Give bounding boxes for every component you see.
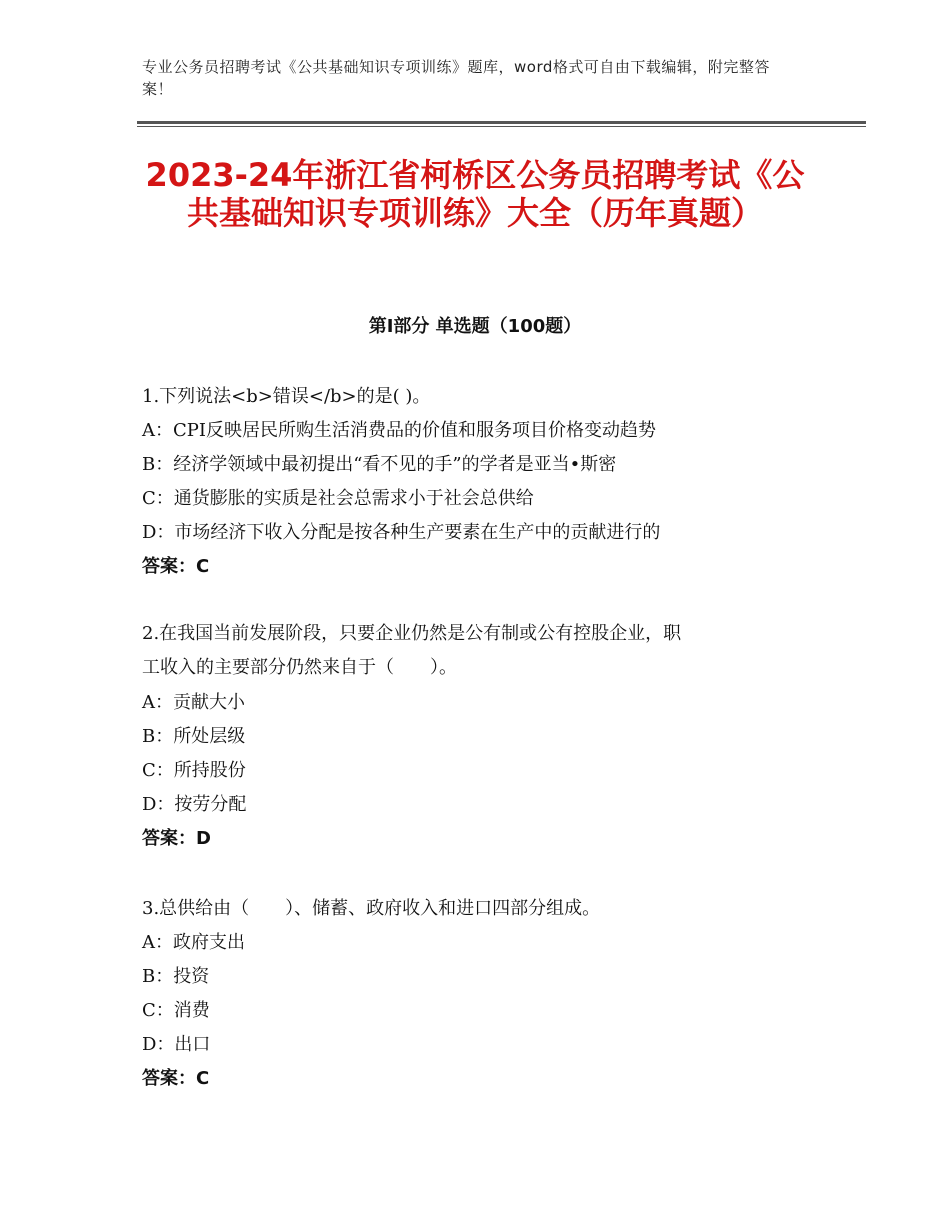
question-2-option-a: A：贡献大小 xyxy=(142,692,245,713)
question-3-option-a: A：政府支出 xyxy=(142,932,245,953)
question-3-option-b: B：投资 xyxy=(142,966,210,987)
question-3-stem: 3.总供给由（ ）、储蓄、政府收入和进口四部分组成。 xyxy=(142,898,601,919)
question-2-stem-line-2: 工收入的主要部分仍然来自于（ ）。 xyxy=(142,657,457,678)
question-1-option-d: D：市场经济下收入分配是按各种生产要素在生产中的贡献进行的 xyxy=(142,522,661,543)
header-note: 专业公务员招聘考试《公共基础知识专项训练》题库，word格式可自由下载编辑，附完整答案！ xyxy=(142,58,770,98)
document-title: 2023-24年浙江省柯桥区公务员招聘考试《公共基础知识专项训练》大全（历年真题） xyxy=(145,156,805,232)
question-2-option-d: D：按劳分配 xyxy=(142,794,247,815)
question-1-option-c: C：通货膨胀的实质是社会总需求小于社会总供给 xyxy=(142,488,534,509)
question-3-option-c: C：消费 xyxy=(142,1000,210,1021)
section-heading: 第I部分 单选题（100题） xyxy=(368,316,582,337)
header-rule-thin xyxy=(137,126,866,127)
question-2-option-c: C：所持股份 xyxy=(142,760,246,781)
question-3-option-d: D：出口 xyxy=(142,1034,211,1055)
question-1-answer: 答案：C xyxy=(142,556,210,577)
header-rule xyxy=(137,121,866,124)
question-2-stem-line-1: 2.在我国当前发展阶段，只要企业仍然是公有制或公有控股企业，职 xyxy=(142,623,682,644)
question-2-option-b: B：所处层级 xyxy=(142,726,246,747)
question-1-option-b: B：经济学领域中最初提出“看不见的手”的学者是亚当•斯密 xyxy=(142,454,617,475)
question-3-answer: 答案：C xyxy=(142,1068,210,1089)
question-1-option-a: A：CPI反映居民所购生活消费品的价值和服务项目价格变动趋势 xyxy=(142,420,656,441)
question-1-stem: 1.下列说法<b>错误</b>的是( )。 xyxy=(142,386,431,407)
question-2-answer: 答案：D xyxy=(142,828,211,849)
